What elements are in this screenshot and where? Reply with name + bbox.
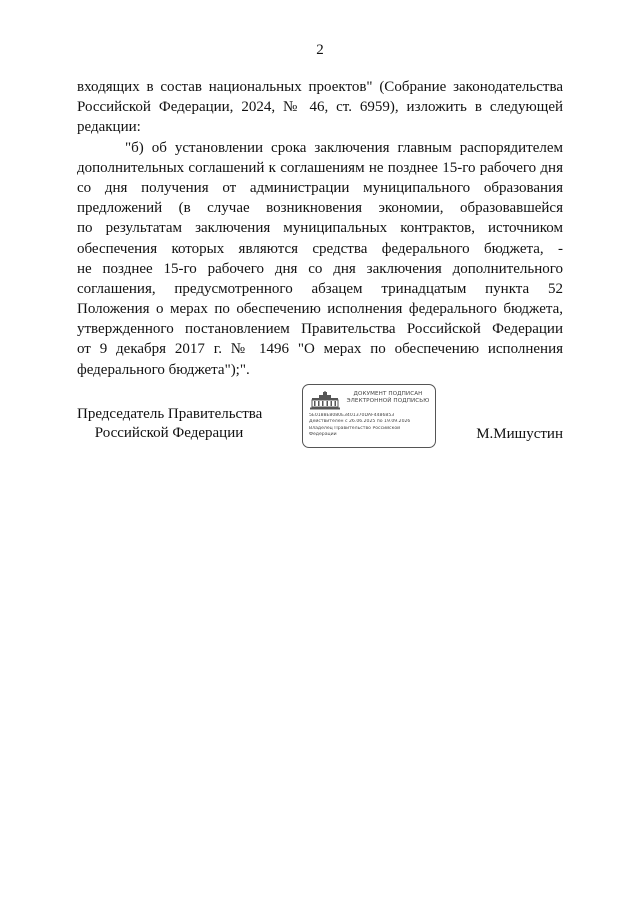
signer-name: М.Мишустин xyxy=(476,426,563,442)
stamp-serial: 5E0188E8080E3401370DAF4486853 xyxy=(309,413,395,418)
body-line: от 9 декабря 2017 г. № 1496 "О мерах по обеспечению исполнения xyxy=(77,341,563,358)
signer-title-line: Российской Федерации xyxy=(94,425,244,441)
body-line: предложений (в случае возникновения экономии, образовавшейся xyxy=(77,200,563,217)
body-line: соглашения, предусмотренного абзацем тринадцатым пункта 52 xyxy=(77,280,563,297)
stamp-validity: Действителен с 26.06.2025 по 19.09.2026 xyxy=(309,419,411,425)
body-line: "б) об установлении срока заключения главным распорядителем xyxy=(125,139,563,156)
government-building-icon xyxy=(310,391,340,410)
body-line: не позднее 15-го рабочего дня со дня заключения дополнительного xyxy=(77,260,563,277)
page-number: 2 xyxy=(316,42,324,58)
stamp-owner: Владелец Правительство Российской xyxy=(309,425,401,431)
body-line: утвержденного постановлением Правительства Российской Федерации xyxy=(77,321,563,338)
body-line: Российской Федерации, 2024, № 46, ст. 6959), изложить в следующей xyxy=(77,99,563,116)
stamp-owner: Федерации xyxy=(309,432,337,438)
body-line: дополнительных соглашений к соглашениям не позднее 15-го рабочего дня xyxy=(77,159,563,176)
body-line: федерального бюджета");". xyxy=(77,361,250,378)
document-body xyxy=(77,77,563,380)
electronic-signature-stamp xyxy=(302,384,436,448)
stamp-details xyxy=(309,413,433,439)
body-line: по результатам заключения муниципальных контрактов, источником xyxy=(77,220,563,237)
stamp-heading-line: ДОКУМЕНТ ПОДПИСАН xyxy=(353,391,423,397)
body-line: со дня получения от администрации муниципального образования xyxy=(77,179,563,196)
body-line: обеспечения которых являются средства федерального бюджета, - xyxy=(77,240,563,257)
body-line: редакции: xyxy=(77,119,141,136)
body-line: Положения о мерах по обеспечению исполнения федерального бюджета, xyxy=(77,301,563,318)
body-line: входящих в состав национальных проектов" (Собрание законодательства xyxy=(77,79,563,95)
signer-title-line: Председатель Правительства xyxy=(77,406,263,422)
signer-title xyxy=(77,405,261,443)
stamp-heading xyxy=(343,391,433,405)
stamp-heading-line: ЭЛЕКТРОННОЙ ПОДПИСЬЮ xyxy=(346,398,430,404)
